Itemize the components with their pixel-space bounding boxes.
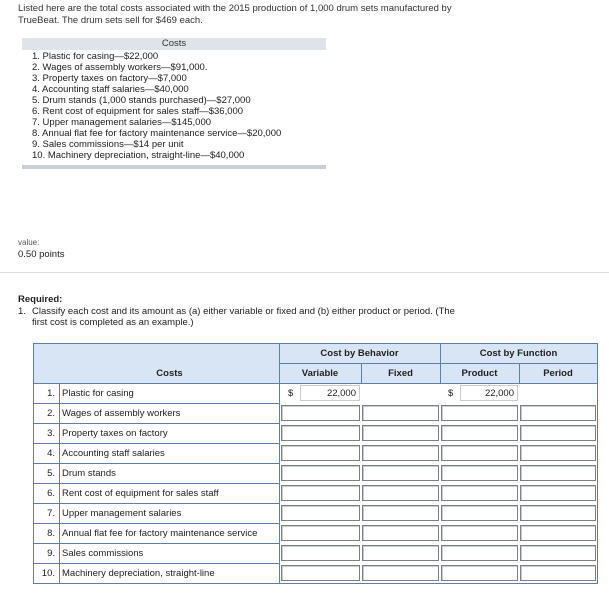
costs-list — [22, 50, 326, 161]
product-input[interactable] — [441, 505, 518, 521]
row-number: 9. — [47, 548, 55, 559]
row-number: 2. — [47, 408, 55, 419]
product-input[interactable] — [441, 545, 518, 561]
cost-item: 5. Drum stands (1,000 stands purchased)—$27,000 — [32, 95, 251, 106]
problem-intro — [18, 3, 578, 27]
period-input[interactable] — [520, 425, 596, 441]
intro-line-1: Listed here are the total costs associated with the 2015 production of 1,000 drum sets manufactured by — [18, 3, 452, 14]
cost-item: 1. Plastic for casing—$22,000 — [32, 51, 159, 62]
required-instructions — [18, 306, 538, 328]
variable-input[interactable] — [281, 505, 360, 521]
fixed-input[interactable] — [362, 565, 439, 581]
header-costs: Costs — [156, 368, 183, 379]
currency-symbol: $ — [288, 388, 294, 399]
grid-line — [34, 523, 279, 524]
costs-list-box — [22, 38, 326, 169]
grid-line — [34, 543, 279, 544]
header-cost-by-behavior: Cost by Behavior — [320, 348, 399, 359]
costs-list-header: Costs — [22, 38, 326, 50]
cost-item: 8. Annual flat fee for factory maintenance service—$20,000 — [32, 128, 282, 139]
fixed-input[interactable] — [362, 405, 439, 421]
variable-input[interactable] — [281, 565, 360, 581]
product-input[interactable] — [441, 445, 518, 461]
period-input[interactable] — [520, 525, 596, 541]
product-input[interactable] — [441, 425, 518, 441]
grid-line — [519, 363, 520, 383]
intro-line-2: TrueBeat. The drum sets sell for $469 each. — [18, 15, 203, 26]
currency-symbol: $ — [448, 388, 454, 399]
cost-item: 9. Sales commissions—$14 per unit — [32, 139, 184, 150]
costs-list-footer — [22, 165, 326, 169]
period-input[interactable] — [520, 445, 596, 461]
row-label: Wages of assembly workers — [62, 408, 181, 419]
period-input[interactable] — [520, 505, 596, 521]
cost-item: 10. Machinery depreciation, straight-line—$40,000 — [32, 150, 245, 161]
grid-line — [34, 423, 279, 424]
period-input[interactable] — [520, 545, 596, 561]
grid-line — [34, 383, 597, 384]
grid-line — [279, 363, 597, 364]
fixed-input[interactable] — [362, 505, 439, 521]
header-period: Period — [543, 368, 573, 379]
fixed-input[interactable] — [362, 485, 439, 501]
required-line-1: Classify each cost and its amount as (a) either variable or fixed and (b) either product or period. (The — [32, 306, 455, 317]
row-label: Rent cost of equipment for sales staff — [62, 488, 219, 499]
grid-line — [34, 403, 279, 404]
variable-input[interactable] — [281, 425, 360, 441]
header-fixed: Fixed — [388, 368, 413, 379]
product-example-value — [460, 385, 518, 401]
fixed-input[interactable] — [362, 445, 439, 461]
grid-line — [440, 344, 441, 383]
example-variable-amount: 22,000 — [326, 388, 356, 399]
grid-line — [279, 344, 280, 583]
product-input[interactable] — [441, 485, 518, 501]
variable-input[interactable] — [281, 485, 360, 501]
grid-line — [361, 363, 362, 383]
period-input[interactable] — [520, 465, 596, 481]
grid-line — [34, 483, 279, 484]
row-label: Annual flat fee for factory maintenance service — [62, 528, 258, 539]
variable-input[interactable] — [281, 525, 360, 541]
fixed-input[interactable] — [362, 425, 439, 441]
period-input[interactable] — [520, 405, 596, 421]
grid-line — [34, 443, 279, 444]
grid-line — [59, 383, 60, 583]
row-number: 5. — [47, 468, 55, 479]
period-input[interactable] — [520, 565, 596, 581]
product-input[interactable] — [441, 465, 518, 481]
required-title: Required: — [18, 294, 63, 305]
divider — [0, 272, 609, 273]
row-label: Plastic for casing — [62, 388, 134, 399]
grid-line — [34, 503, 279, 504]
row-number: 10. — [41, 568, 55, 579]
product-input[interactable] — [441, 565, 518, 581]
row-number: 4. — [47, 448, 55, 459]
row-number: 8. — [47, 528, 55, 539]
cost-item: 4. Accounting staff salaries—$40,000 — [32, 84, 189, 95]
value-label: value: — [18, 238, 40, 247]
row-number: 1. — [47, 388, 55, 399]
classification-table — [33, 343, 598, 584]
row-label: Drum stands — [62, 468, 116, 479]
fixed-input[interactable] — [362, 465, 439, 481]
row-number: 3. — [47, 428, 55, 439]
grid-line — [34, 563, 279, 564]
header-cost-by-function: Cost by Function — [479, 348, 558, 359]
product-input[interactable] — [441, 525, 518, 541]
required-line-2: first cost is completed as an example.) — [32, 317, 194, 328]
value-points: 0.50 points — [18, 249, 65, 260]
required-number: 1. — [18, 306, 26, 317]
row-label: Sales commissions — [62, 548, 144, 559]
header-variable: Variable — [301, 368, 339, 379]
row-number: 6. — [47, 488, 55, 499]
variable-example-value — [300, 385, 360, 401]
variable-input[interactable] — [281, 405, 360, 421]
variable-input[interactable] — [281, 465, 360, 481]
product-input[interactable] — [441, 405, 518, 421]
fixed-input[interactable] — [362, 525, 439, 541]
cost-item: 6. Rent cost of equipment for sales staff—$36,000 — [32, 106, 244, 117]
row-label: Accounting staff salaries — [62, 448, 165, 459]
cost-item: 3. Property taxes on factory—$7,000 — [32, 73, 187, 84]
row-number: 7. — [47, 508, 55, 519]
period-input[interactable] — [520, 485, 596, 501]
example-product-amount: 22,000 — [484, 388, 514, 399]
row-label: Machinery depreciation, straight-line — [62, 568, 215, 579]
variable-input[interactable] — [281, 545, 360, 561]
grid-line — [34, 463, 279, 464]
row-label: Property taxes on factory — [62, 428, 168, 439]
variable-input[interactable] — [281, 445, 360, 461]
row-label: Upper management salaries — [62, 508, 182, 519]
fixed-input[interactable] — [362, 545, 439, 561]
header-product: Product — [461, 368, 498, 379]
cost-item: 2. Wages of assembly workers—$91,000. — [32, 62, 208, 73]
cost-item: 7. Upper management salaries—$145,000 — [32, 117, 212, 128]
